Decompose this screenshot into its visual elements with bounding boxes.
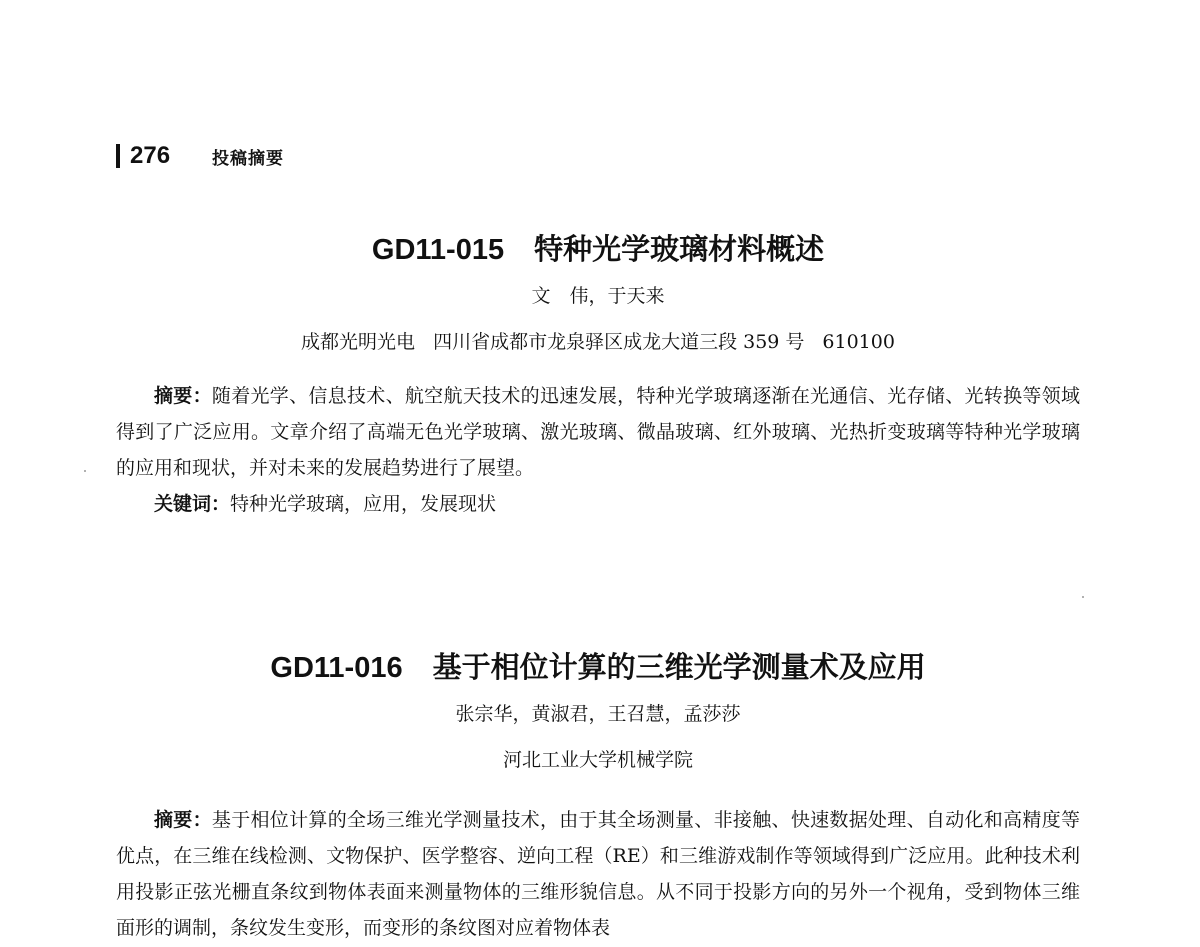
header-divider-bar — [116, 144, 120, 168]
article-title-text: 基于相位计算的三维光学测量术及应用 — [432, 650, 926, 684]
article-authors: 文 伟，于天来 — [531, 285, 665, 307]
article-affiliation — [116, 328, 1080, 356]
keywords-text: 特种光学玻璃，应用，发展现状 — [230, 493, 497, 515]
page-number: 276 — [130, 142, 171, 169]
article-title — [116, 226, 1080, 272]
article-gd11-015 — [116, 226, 1080, 522]
abstract-text: 随着光学、信息技术、航空航天技术的迅速发展，特种光学玻璃逐渐在光通信、光存储、光转换等领域得到了广泛应用。文章介绍了高端无色光学玻璃、激光玻璃、微晶玻璃、红外玻璃、光热折变玻璃等特种光学玻璃的应用和现状，并对未来的发展趋势进行了展望。 — [116, 385, 1080, 479]
article-abstract — [116, 378, 1080, 486]
article-keywords — [116, 486, 1080, 522]
abstract-label: 摘要： — [154, 809, 212, 831]
scan-speck — [84, 470, 86, 472]
page-header — [116, 140, 284, 172]
article-title-text: 特种光学玻璃材料概述 — [534, 232, 825, 266]
article-gd11-016 — [116, 644, 1080, 946]
affiliation-org: 成都光明光电 — [301, 331, 416, 353]
keywords-label: 关键词： — [154, 493, 231, 515]
article-abstract — [116, 802, 1080, 946]
abstract-label: 摘要： — [154, 385, 212, 407]
abstract-text: 基于相位计算的全场三维光学测量技术，由于其全场测量、非接触、快速数据处理、自动化和高精度等优点，在三维在线检测、文物保护、医学整容、逆向工程（RE）和三维游戏制作等领域得到广泛应用。此种技术利用投影正弦光栅直条纹到物体表面来测量物体的三维形貌信息。从不同于投影方向的另外一个视角，受到物体三维面形的调制，条纹发生变形，而变形的条纹图对应着物体表 — [116, 809, 1080, 939]
article-affiliation — [116, 746, 1080, 774]
section-name: 投稿摘要 — [212, 148, 285, 169]
scan-speck — [1082, 596, 1084, 598]
affiliation-postcode: 610100 — [822, 331, 895, 353]
article-authors: 张宗华，黄淑君，王召慧，孟莎莎 — [455, 703, 741, 725]
article-title — [116, 644, 1080, 690]
affiliation-address: 四川省成都市龙泉驿区成龙大道三段 359 号 — [433, 331, 805, 353]
article-code: GD11-016 — [270, 652, 403, 684]
article-code: GD11-015 — [371, 234, 505, 266]
affiliation-org: 河北工业大学机械学院 — [502, 749, 693, 771]
